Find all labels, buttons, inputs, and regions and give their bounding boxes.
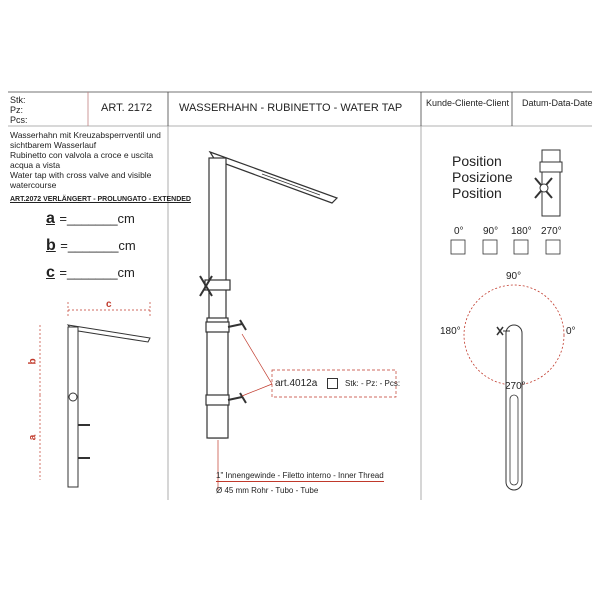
dimension-c-field[interactable]: =_______cm: [59, 265, 135, 280]
position-title-line: Posizione: [452, 169, 513, 185]
description-line: acqua a vista: [10, 160, 61, 170]
position-option-180: 180°: [511, 226, 532, 237]
angle-label-top: 90°: [506, 271, 522, 282]
angle-label-left: 180°: [440, 326, 461, 337]
dimension-lines: [40, 302, 150, 480]
description-line: sichtbarem Wasserlauf: [10, 140, 97, 150]
position-option-90: 90°: [483, 226, 499, 237]
dimension-a[interactable]: [46, 210, 135, 228]
accessory-checkbox[interactable]: [327, 378, 338, 389]
stk-label: Stk:: [10, 95, 26, 105]
dimension-sketch: [68, 325, 150, 487]
dimension-b-letter: b: [46, 237, 56, 254]
sketch-label-b: b: [27, 358, 39, 365]
description-line: Wasserhahn mit Kreuzabsperrventil und: [10, 130, 161, 140]
pz-label: Pz:: [10, 105, 24, 115]
position-checkbox-270[interactable]: [546, 240, 560, 254]
tube-note: Ø 45 mm Rohr - Tubo - Tube: [216, 486, 319, 495]
pcs-label: Pcs:: [10, 115, 28, 125]
dimension-c[interactable]: [46, 264, 135, 282]
product-title: WASSERHAHN - RUBINETTO - WATER TAP: [179, 102, 403, 114]
accessory-art: art.4012a: [275, 378, 318, 389]
position-checkbox-180[interactable]: [514, 240, 528, 254]
position-title-line: Position: [452, 185, 502, 201]
dimension-b[interactable]: [46, 237, 136, 255]
dimension-a-field[interactable]: =_______cm: [59, 211, 135, 226]
position-valve-icon: [535, 150, 562, 216]
position-title-line: Position: [452, 153, 502, 169]
angle-label-right: 0°: [566, 326, 576, 337]
description-line: Rubinetto con valvola a croce e uscita: [10, 150, 154, 160]
description-line: Water tap with cross valve and visible: [10, 170, 152, 180]
position-title: [452, 153, 513, 201]
main-tap-drawing: [200, 152, 337, 438]
description: [10, 130, 170, 190]
thread-note: 1" Innengewinde - Filetto interno - Inner Thread: [216, 471, 384, 480]
client-label: Kunde-Cliente-Client: [426, 98, 510, 108]
sketch-label-c: c: [106, 299, 112, 310]
description-line: watercourse: [10, 180, 57, 190]
article-number: ART. 2172: [101, 102, 153, 114]
date-label: Datum-Data-Date: [522, 98, 593, 108]
accessory-qty: Stk: - Pz: - Pcs:: [345, 379, 401, 388]
dimension-a-letter: a: [46, 210, 55, 227]
dimension-c-letter: c: [46, 264, 55, 281]
angle-label-bottom: 270°: [505, 381, 526, 392]
position-option-0: 0°: [454, 226, 464, 237]
position-option-270: 270°: [541, 226, 562, 237]
position-checkboxes: [451, 240, 560, 254]
position-checkbox-90[interactable]: [483, 240, 497, 254]
extended-note: ART.2072 VERLÄNGERT - PROLUNGATO - EXTENDED: [10, 196, 191, 203]
sketch-label-a: a: [27, 434, 39, 441]
dimension-b-field[interactable]: =_______cm: [60, 238, 136, 253]
position-checkbox-0[interactable]: [451, 240, 465, 254]
